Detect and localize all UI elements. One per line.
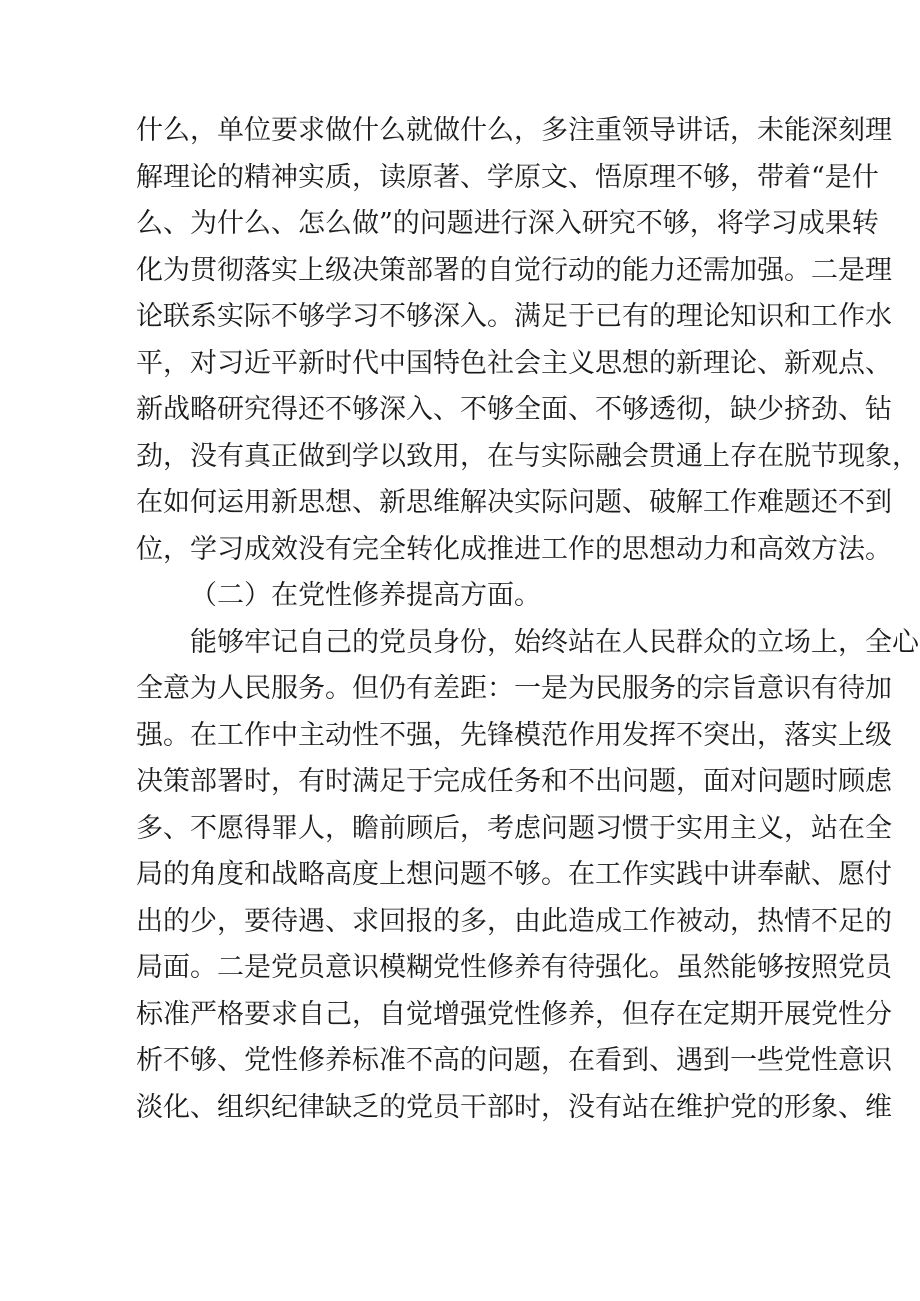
text-line: 全意为人民服务。但仍有差距：一是为民服务的宗旨意识有待加: [136, 673, 892, 704]
text-line: 论联系实际不够学习不够深入。满足于已有的理论知识和工作水: [136, 301, 892, 332]
paragraph-2: [136, 620, 919, 1132]
text-line: 析不够、党性修养标准不高的问题，在看到、遇到一些党性意识: [136, 1045, 892, 1076]
text-line: 多、不愿得罪人，瞻前顾后，考虑问题习惯于实用主义，站在全: [136, 812, 892, 844]
text-line: 决策部署时，有时满足于完成任务和不出问题，面对问题时顾虑: [136, 766, 892, 797]
text-line: 局面。二是党员意识模糊党性修养有待强化。虽然能够按照党员: [136, 952, 892, 983]
text-line: 么、为什么、怎么做”的问题进行深入研究不够，将学习成果转: [136, 208, 879, 239]
text-line: 出的少，要待遇、求回报的多，由此造成工作被动，热情不足的: [136, 905, 892, 937]
text-line: 解理论的精神实质，读原著、学原文、悟原理不够，带着“是什: [136, 161, 879, 193]
text-line: 在如何运用新思想、新思维解决实际问题、破解工作难题还不到: [136, 487, 892, 518]
text-line: 位，学习成效没有完全转化成推进工作的思想动力和高效方法。: [136, 533, 892, 565]
text-line: 新战略研究得还不够深入、不够全面、不够透彻，缺少挤劲、钻: [136, 394, 892, 425]
text-line: 强。在工作中主动性不强，先锋模范作用发挥不突出，落实上级: [136, 719, 892, 751]
text-line: 化为贯彻落实上级决策部署的自觉行动的能力还需加强。二是理: [136, 254, 892, 286]
text-line: 标准严格要求自己，自觉增强党性修养，但存在定期开展党性分: [136, 998, 892, 1030]
paragraph-1: [136, 108, 919, 573]
text-line: 什么，单位要求做什么就做什么，多注重领导讲话，未能深刻理: [136, 115, 892, 146]
text-line: 能够牢记自己的党员身份，始终站在人民群众的立场上，全心: [190, 626, 919, 658]
text-line: 淡化、组织纪律缺乏的党员干部时，没有站在维护党的形象、维: [136, 1091, 892, 1123]
text-line: 平，对习近平新时代中国特色社会主义思想的新理论、新观点、: [136, 347, 892, 379]
document-body: [136, 108, 919, 1131]
text-line: 劲，没有真正做到学以致用，在与实际融会贯通上存在脱节现象，: [136, 440, 919, 472]
section-heading: （二）在党性修养提高方面。: [190, 580, 541, 611]
text-line: 局的角度和战略高度上想问题不够。在工作实践中讲奉献、愿付: [136, 859, 892, 890]
